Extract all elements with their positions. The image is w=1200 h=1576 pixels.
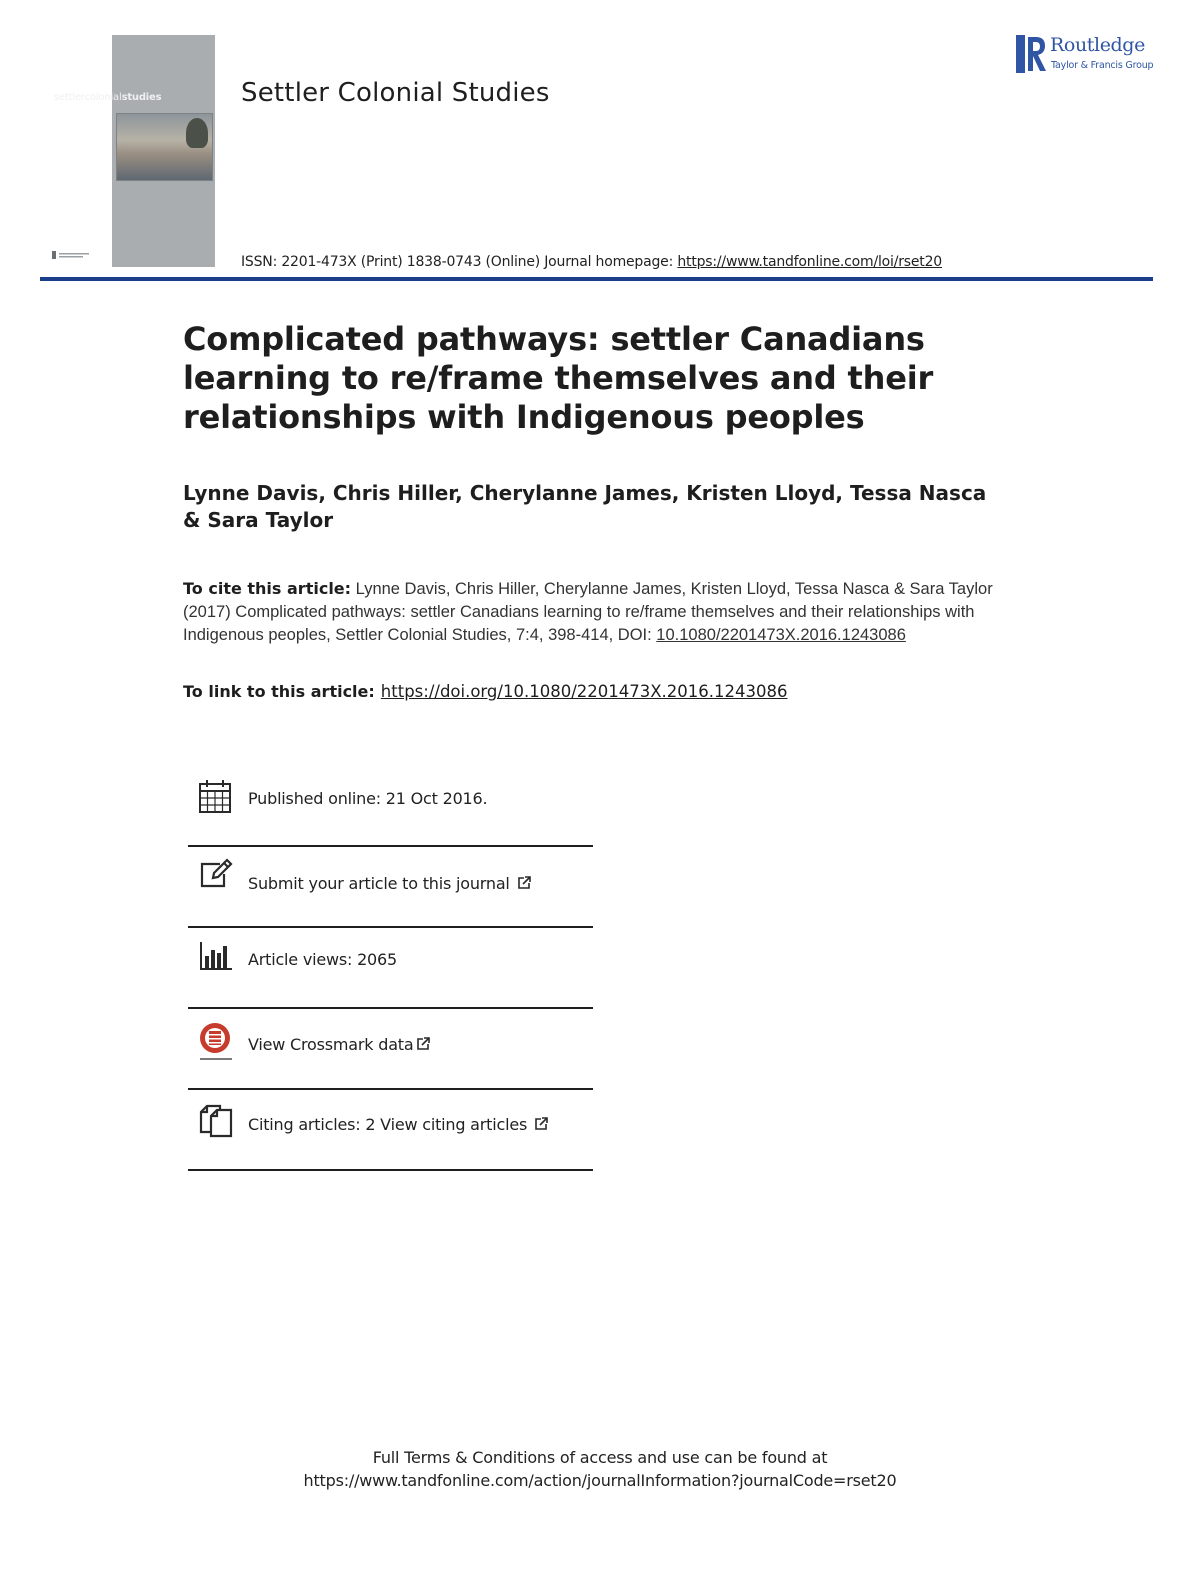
info-divider [188,926,593,928]
link-label: To link to this article: [183,682,375,701]
published-date: Published online: 21 Oct 2016. [248,789,488,808]
publisher-name: Routledge [1050,34,1145,56]
calendar-icon [198,778,232,818]
published-row [188,778,593,818]
footer-terms-link[interactable]: https://www.tandfonline.com/action/journalInformation?journalCode=rset20 [303,1471,897,1490]
cite-doi-link[interactable]: 10.1080/2201473X.2016.1243086 [656,626,906,644]
citation-block [183,577,993,647]
article-authors: Lynne Davis, Chris Hiller, Cherylanne James, Kristen Lloyd, Tessa Nasca & Sara Taylor [183,481,987,532]
crossmark-link[interactable]: View Crossmark data [248,1035,431,1056]
info-divider [188,845,593,847]
crossmark-row[interactable] [188,1022,593,1066]
cover-publisher-logo [52,250,96,260]
submit-row[interactable] [188,858,593,898]
cover-title: settlercolonialstudies [54,92,162,103]
submit-article-link[interactable]: Submit your article to this journal [248,874,532,895]
documents-icon [198,1102,234,1142]
journal-cover-image [54,35,215,267]
citing-row[interactable] [188,1102,593,1142]
info-divider [188,1169,593,1171]
cite-label: To cite this article: [183,579,352,598]
article-title: Complicated pathways: settler Canadians learning to re/frame themselves and their relationships with Indigenous peoples [183,320,934,436]
publisher-subtitle: Taylor & Francis Group [1051,60,1154,71]
external-link-icon [516,875,532,895]
article-views: Article views: 2065 [248,950,397,969]
info-divider [188,1007,593,1009]
crossmark-icon [198,1022,234,1068]
article-link-line [183,682,1003,702]
external-link-icon [415,1036,431,1056]
header-divider [40,277,1153,281]
footer-line-1: Full Terms & Conditions of access and use can be found at [372,1448,828,1467]
article-doi-link[interactable]: https://doi.org/10.1080/2201473X.2016.1243086 [380,682,788,701]
cite-text: Lynne Davis, Chris Hiller, Cherylanne James, Kristen Lloyd, Tessa Nasca & Sara Taylor (2017) Complicated pathways: settler Canadians learning to re/frame themselves and their relationships with Indigenous peoples, Settler Colonial Studies, 7:4, 398-414, DOI: [183,580,993,644]
info-divider [188,1088,593,1090]
citing-articles-link[interactable]: Citing articles: 2 View citing articles [248,1115,549,1136]
issn-text: ISSN: 2201-473X (Print) 1838-0743 (Online) Journal homepage: [241,254,678,270]
terms-footer [0,1446,1200,1492]
journal-homepage-link[interactable]: https://www.tandfonline.com/loi/rset20 [677,254,943,270]
views-row [188,940,593,980]
journal-title: Settler Colonial Studies [241,78,550,108]
external-link-icon [533,1116,549,1136]
bar-chart-icon [198,942,234,976]
edit-icon [198,858,234,894]
cover-footer-text [120,249,208,263]
cover-photo [116,113,213,181]
issn-line [241,254,942,270]
